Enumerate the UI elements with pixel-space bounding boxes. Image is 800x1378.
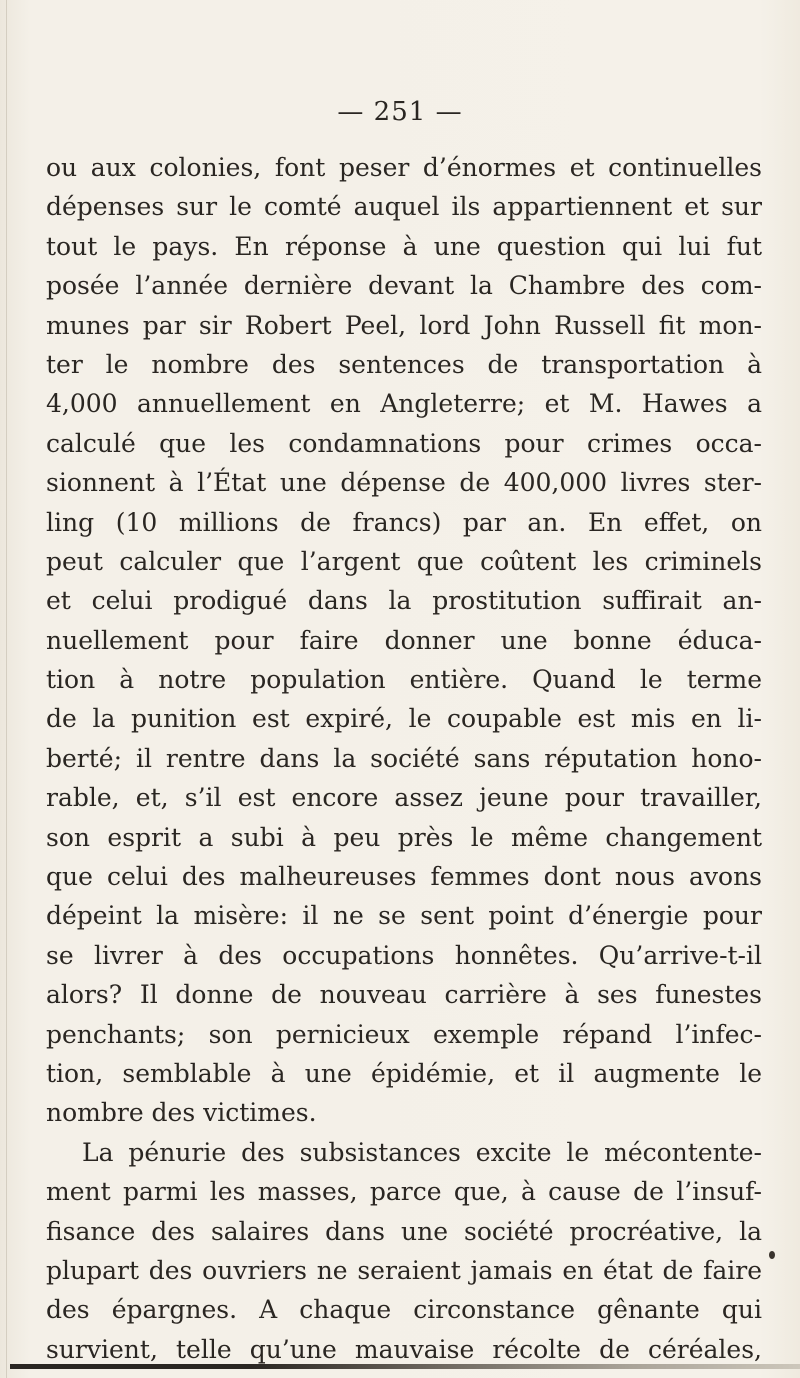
text-line: survient, telle qu’une mauvaise récolte de céréales, — [46, 1334, 762, 1364]
text-line: tion à notre population entière. Quand le terme — [46, 665, 762, 695]
text-line: ter le nombre des sentences de transportation à — [46, 349, 762, 379]
text-line: de la punition est expiré, le coupable est mis en li- — [46, 704, 762, 734]
text-line: alors? Il donne de nouveau carrière à ses funestes — [46, 980, 762, 1010]
text-line: tion, semblable à une épidémie, et il augmente le — [46, 1058, 762, 1088]
text-line: rable, et, s’il est encore assez jeune pour travailler, — [46, 783, 762, 813]
text-line: plupart des ouvriers ne seraient jamais en état de faire — [46, 1255, 762, 1285]
text-line: sionnent à l’État une dépense de 400,000 livres ster- — [46, 468, 762, 498]
text-line: berté; il rentre dans la société sans réputation hono- — [46, 743, 762, 773]
text-line: calculé que les condamnations pour crimes occa- — [46, 428, 762, 458]
bottom-edge-shadow — [10, 1364, 800, 1369]
text-line: tout le pays. En réponse à une question qui lui fut — [46, 231, 762, 261]
text-line: nuellement pour faire donner une bonne éduca- — [46, 625, 762, 655]
text-line: ling (10 millions de francs) par an. En effet, on — [46, 507, 762, 537]
text-line: son esprit a subi à peu près le même changement — [46, 822, 762, 852]
text-line: des épargnes. A chaque circonstance gênante qui — [46, 1295, 762, 1325]
text-line: dépeint la misère: il ne se sent point d’énergie pour — [46, 901, 762, 931]
body-text — [46, 148, 762, 1369]
text-line: ment parmi les masses, parce que, à cause de l’insuf- — [46, 1177, 762, 1207]
text-line: fisance des salaires dans une société procréative, la — [46, 1216, 762, 1246]
page-number-header: — 251 — — [337, 97, 463, 127]
text-line: peut calculer que l’argent que coûtent les criminels — [46, 546, 762, 576]
text-line: penchants; son pernicieux exemple répand l’infec- — [46, 1019, 762, 1049]
page-left-edge — [6, 0, 7, 1378]
text-line: ou aux colonies, font peser d’énormes et continuelles — [46, 153, 762, 182]
text-line: dépenses sur le comté auquel ils appartiennent et sur — [46, 192, 762, 222]
text-line: munes par sir Robert Peel, lord John Russell fit mon- — [46, 310, 762, 340]
text-line: 4,000 annuellement en Angleterre; et M. Hawes a — [46, 389, 762, 419]
text-line: que celui des malheureuses femmes dont nous avons — [46, 862, 762, 892]
text-line: La pénurie des subsistances excite le mécontente- — [82, 1137, 762, 1167]
text-line: posée l’année dernière devant la Chambre des com- — [46, 271, 762, 301]
text-line: et celui prodigué dans la prostitution suffirait an- — [46, 586, 762, 616]
text-line: nombre des victimes. — [46, 1098, 317, 1128]
ink-spot — [769, 1251, 775, 1259]
text-line: se livrer à des occupations honnêtes. Qu’arrive-t-il — [46, 940, 762, 970]
